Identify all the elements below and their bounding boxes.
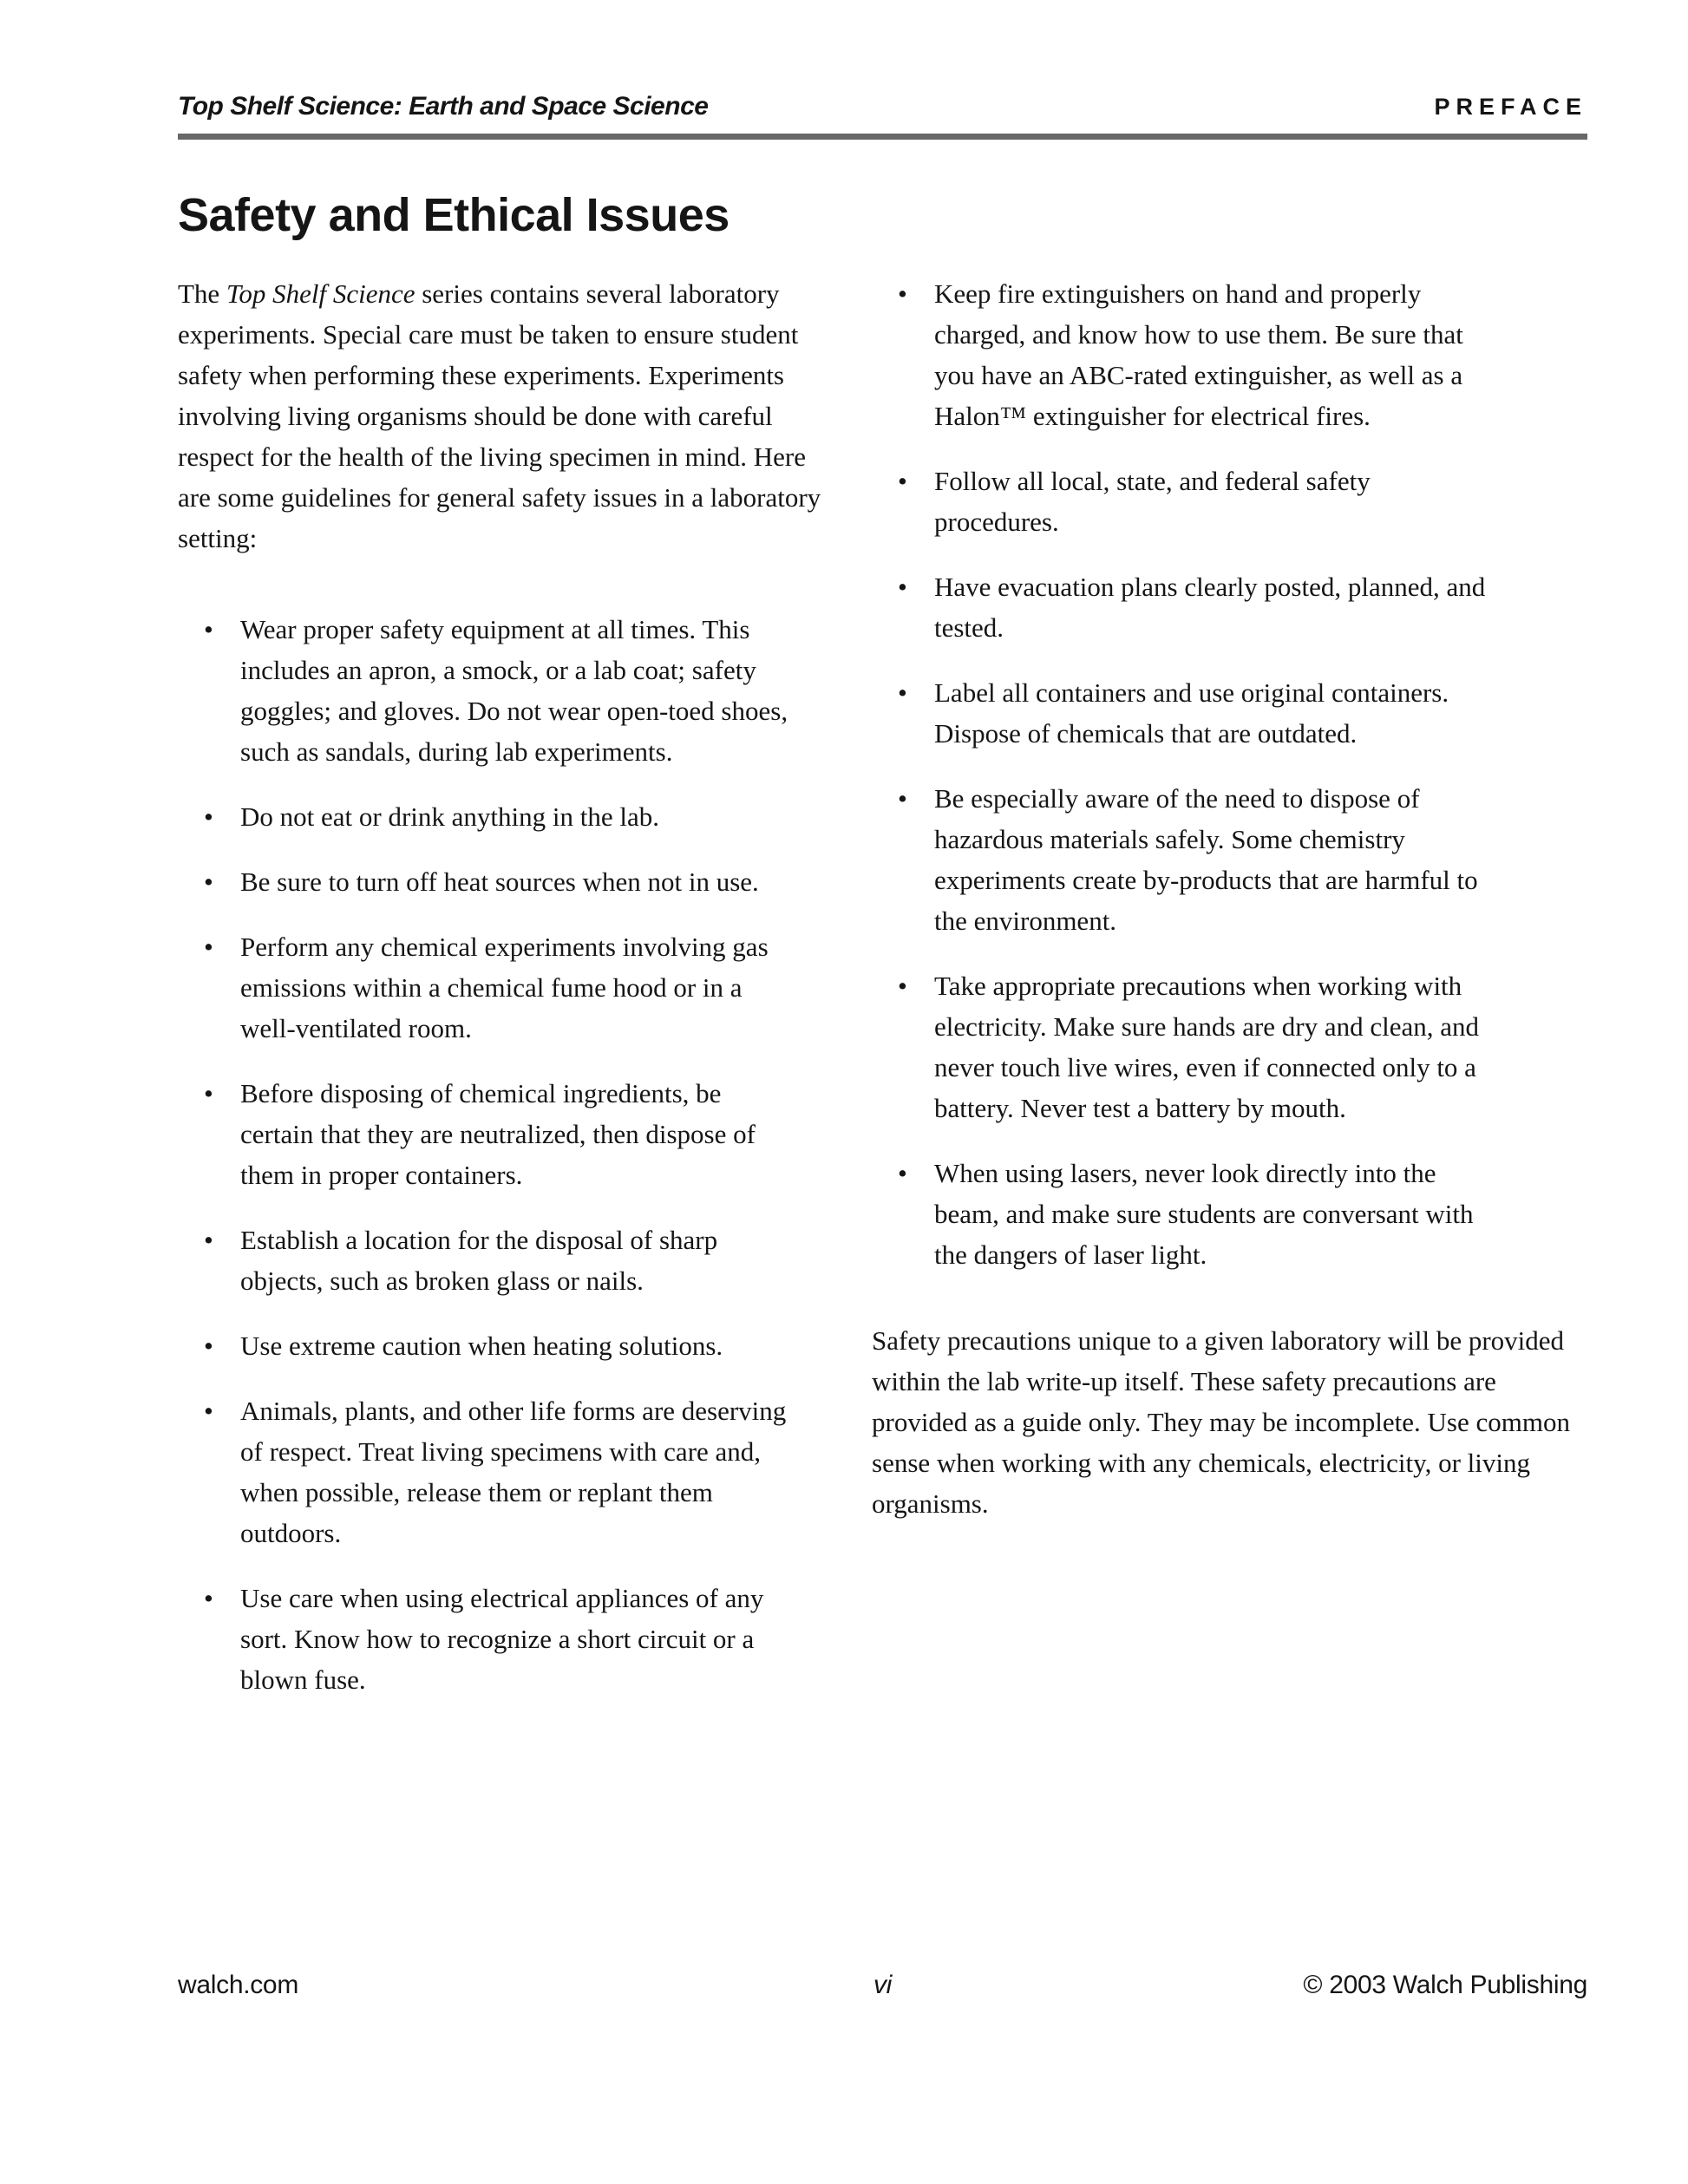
- list-item-text: Be especially aware of the need to dispose of hazardous materials safely. Some chemistry experiments create by-products that are harmful to the environment.: [934, 782, 1478, 936]
- bullet-icon: •: [204, 1582, 213, 1613]
- right-column: [872, 273, 1587, 1724]
- bullet-icon: •: [898, 1157, 907, 1188]
- list-item-text: When using lasers, never look directly into the beam, and make sure students are conversant with the dangers of laser light.: [934, 1157, 1474, 1270]
- list-item-text: Take appropriate precautions when working with electricity. Make sure hands are dry and clean, and never touch live wires, even if connected only to a battery. Never test a battery by mouth.: [934, 970, 1480, 1123]
- bullet-icon: •: [204, 866, 213, 897]
- list-item-text: Follow all local, state, and federal safety procedures.: [934, 465, 1371, 537]
- list-item: [178, 796, 824, 837]
- footer-page-number: vi: [873, 1971, 893, 1999]
- page-title: Safety and Ethical Issues: [178, 189, 730, 241]
- bullet-icon: •: [204, 931, 213, 962]
- bullet-icon: •: [204, 1077, 213, 1108]
- list-item-text: Before disposing of chemical ingredients, be certain that they are neutralized, then dispose of them in proper containers.: [240, 1077, 756, 1190]
- list-item-text: Use care when using electrical appliances of any sort. Know how to recognize a short circuit or a blown fuse.: [240, 1582, 764, 1695]
- bullet-icon: •: [204, 1395, 213, 1426]
- section-label: PREFACE: [1434, 94, 1587, 120]
- bullet-icon: •: [898, 278, 907, 309]
- bullet-icon: •: [898, 677, 907, 708]
- running-head: [178, 92, 1587, 121]
- list-item: [872, 273, 1587, 436]
- footer-website: walch.com: [178, 1971, 299, 1999]
- list-item-text: Be sure to turn off heat sources when not in use.: [240, 866, 759, 897]
- page-content: [178, 0, 1587, 1724]
- list-item-text: Establish a location for the disposal of sharp objects, such as broken glass or nails.: [240, 1224, 718, 1296]
- list-item: [178, 926, 824, 1049]
- bullet-icon: •: [898, 571, 907, 602]
- footer-copyright: © 2003 Walch Publishing: [1303, 1971, 1587, 1999]
- safety-guidelines-list-right: [872, 273, 1587, 1275]
- closing-paragraph: Safety precautions unique to a given laboratory will be provided within the lab write-up itself. These safety precautions are provided as a guide only. They may be incomplete. Use common sense when working with any chemicals, electricity, or living organisms.: [872, 1324, 1570, 1519]
- bullet-icon: •: [204, 1330, 213, 1361]
- list-item: [872, 566, 1587, 648]
- bullet-icon: •: [898, 782, 907, 814]
- safety-guidelines-list-left: [178, 609, 824, 1700]
- intro-paragraph: [178, 273, 824, 559]
- list-item: [872, 1153, 1587, 1275]
- list-item: [178, 1325, 824, 1366]
- left-column: [178, 273, 824, 1724]
- list-item: [872, 965, 1587, 1128]
- intro-lead: The: [178, 278, 226, 309]
- list-item-text: Wear proper safety equipment at all times. This includes an apron, a smock, or a lab coat; safety goggles; and gloves. Do not wear open-toed shoes, such as sandals, during lab experiments.: [240, 613, 788, 767]
- bullet-icon: •: [204, 613, 213, 644]
- list-item-text: Animals, plants, and other life forms are deserving of respect. Treat living specimens with care and, when possible, release them or replant them outdoors.: [240, 1395, 787, 1548]
- bullet-icon: •: [204, 801, 213, 832]
- list-item-text: Keep fire extinguishers on hand and properly charged, and know how to use them. Be sure that you have an ABC-rated extinguisher, as well as a Halon™ extinguisher for electrical fires.: [934, 278, 1463, 431]
- bullet-icon: •: [898, 970, 907, 1001]
- book-title: Top Shelf Science: Earth and Space Science: [178, 92, 709, 121]
- list-item-text: Use extreme caution when heating solutions.: [240, 1330, 723, 1361]
- list-item-text: Perform any chemical experiments involving gas emissions within a chemical fume hood or in a well-ventilated room.: [240, 931, 769, 1043]
- bullet-icon: •: [898, 465, 907, 496]
- list-item: [178, 609, 824, 772]
- list-item: [872, 778, 1587, 941]
- list-item: [178, 1390, 824, 1553]
- bullet-icon: •: [204, 1224, 213, 1255]
- list-item: [872, 461, 1587, 542]
- list-item: [178, 1220, 824, 1301]
- two-column-body: [178, 273, 1587, 1724]
- column-gap: [824, 273, 872, 1724]
- list-item: [178, 1578, 824, 1700]
- series-name: Top Shelf Science: [226, 278, 415, 309]
- list-item-text: Label all containers and use original containers. Dispose of chemicals that are outdated.: [934, 677, 1449, 749]
- list-item: [178, 1073, 824, 1195]
- list-item: [178, 861, 824, 902]
- header-rule: [178, 134, 1587, 140]
- intro-body: series contains several laboratory experiments. Special care must be taken to ensure student safety when performing these experiments. Experiments involving living organisms should be done with careful respect for the health of the living specimen in mind. Here are some guidelines for general safety issues in a laboratory setting:: [178, 278, 821, 553]
- list-item-text: Have evacuation plans clearly posted, planned, and tested.: [934, 571, 1486, 643]
- list-item-text: Do not eat or drink anything in the lab.: [240, 801, 659, 832]
- list-item: [872, 672, 1587, 754]
